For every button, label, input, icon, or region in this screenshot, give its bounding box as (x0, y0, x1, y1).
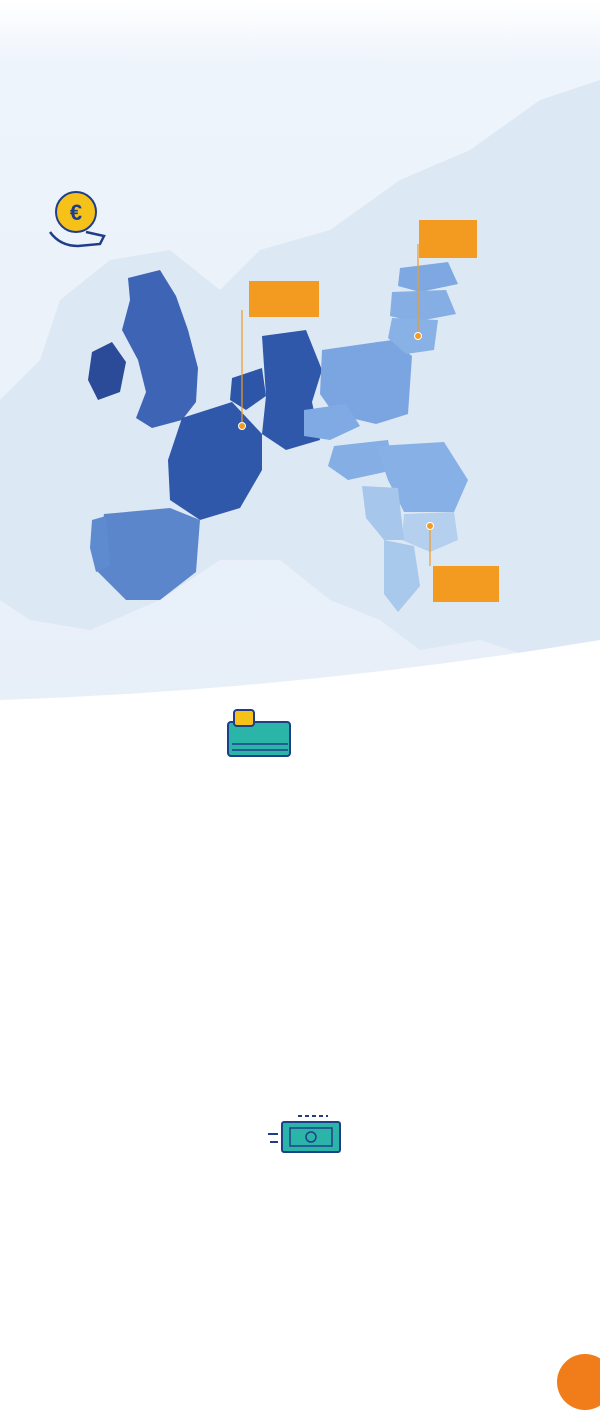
banknote-icon (268, 1114, 350, 1158)
money-stack-icon (228, 722, 290, 756)
callout-bulgaria (433, 566, 499, 602)
color-legend (35, 645, 359, 655)
callout-luxembourg (249, 281, 319, 317)
lithuania-pin (415, 333, 422, 340)
svg-text:€: € (69, 200, 83, 225)
bulgaria-pin (427, 523, 434, 530)
sputnik-logo (555, 1352, 600, 1412)
luxembourg-pin (239, 423, 246, 430)
bar-chart (0, 855, 600, 1315)
callout-lithuania (419, 220, 477, 258)
